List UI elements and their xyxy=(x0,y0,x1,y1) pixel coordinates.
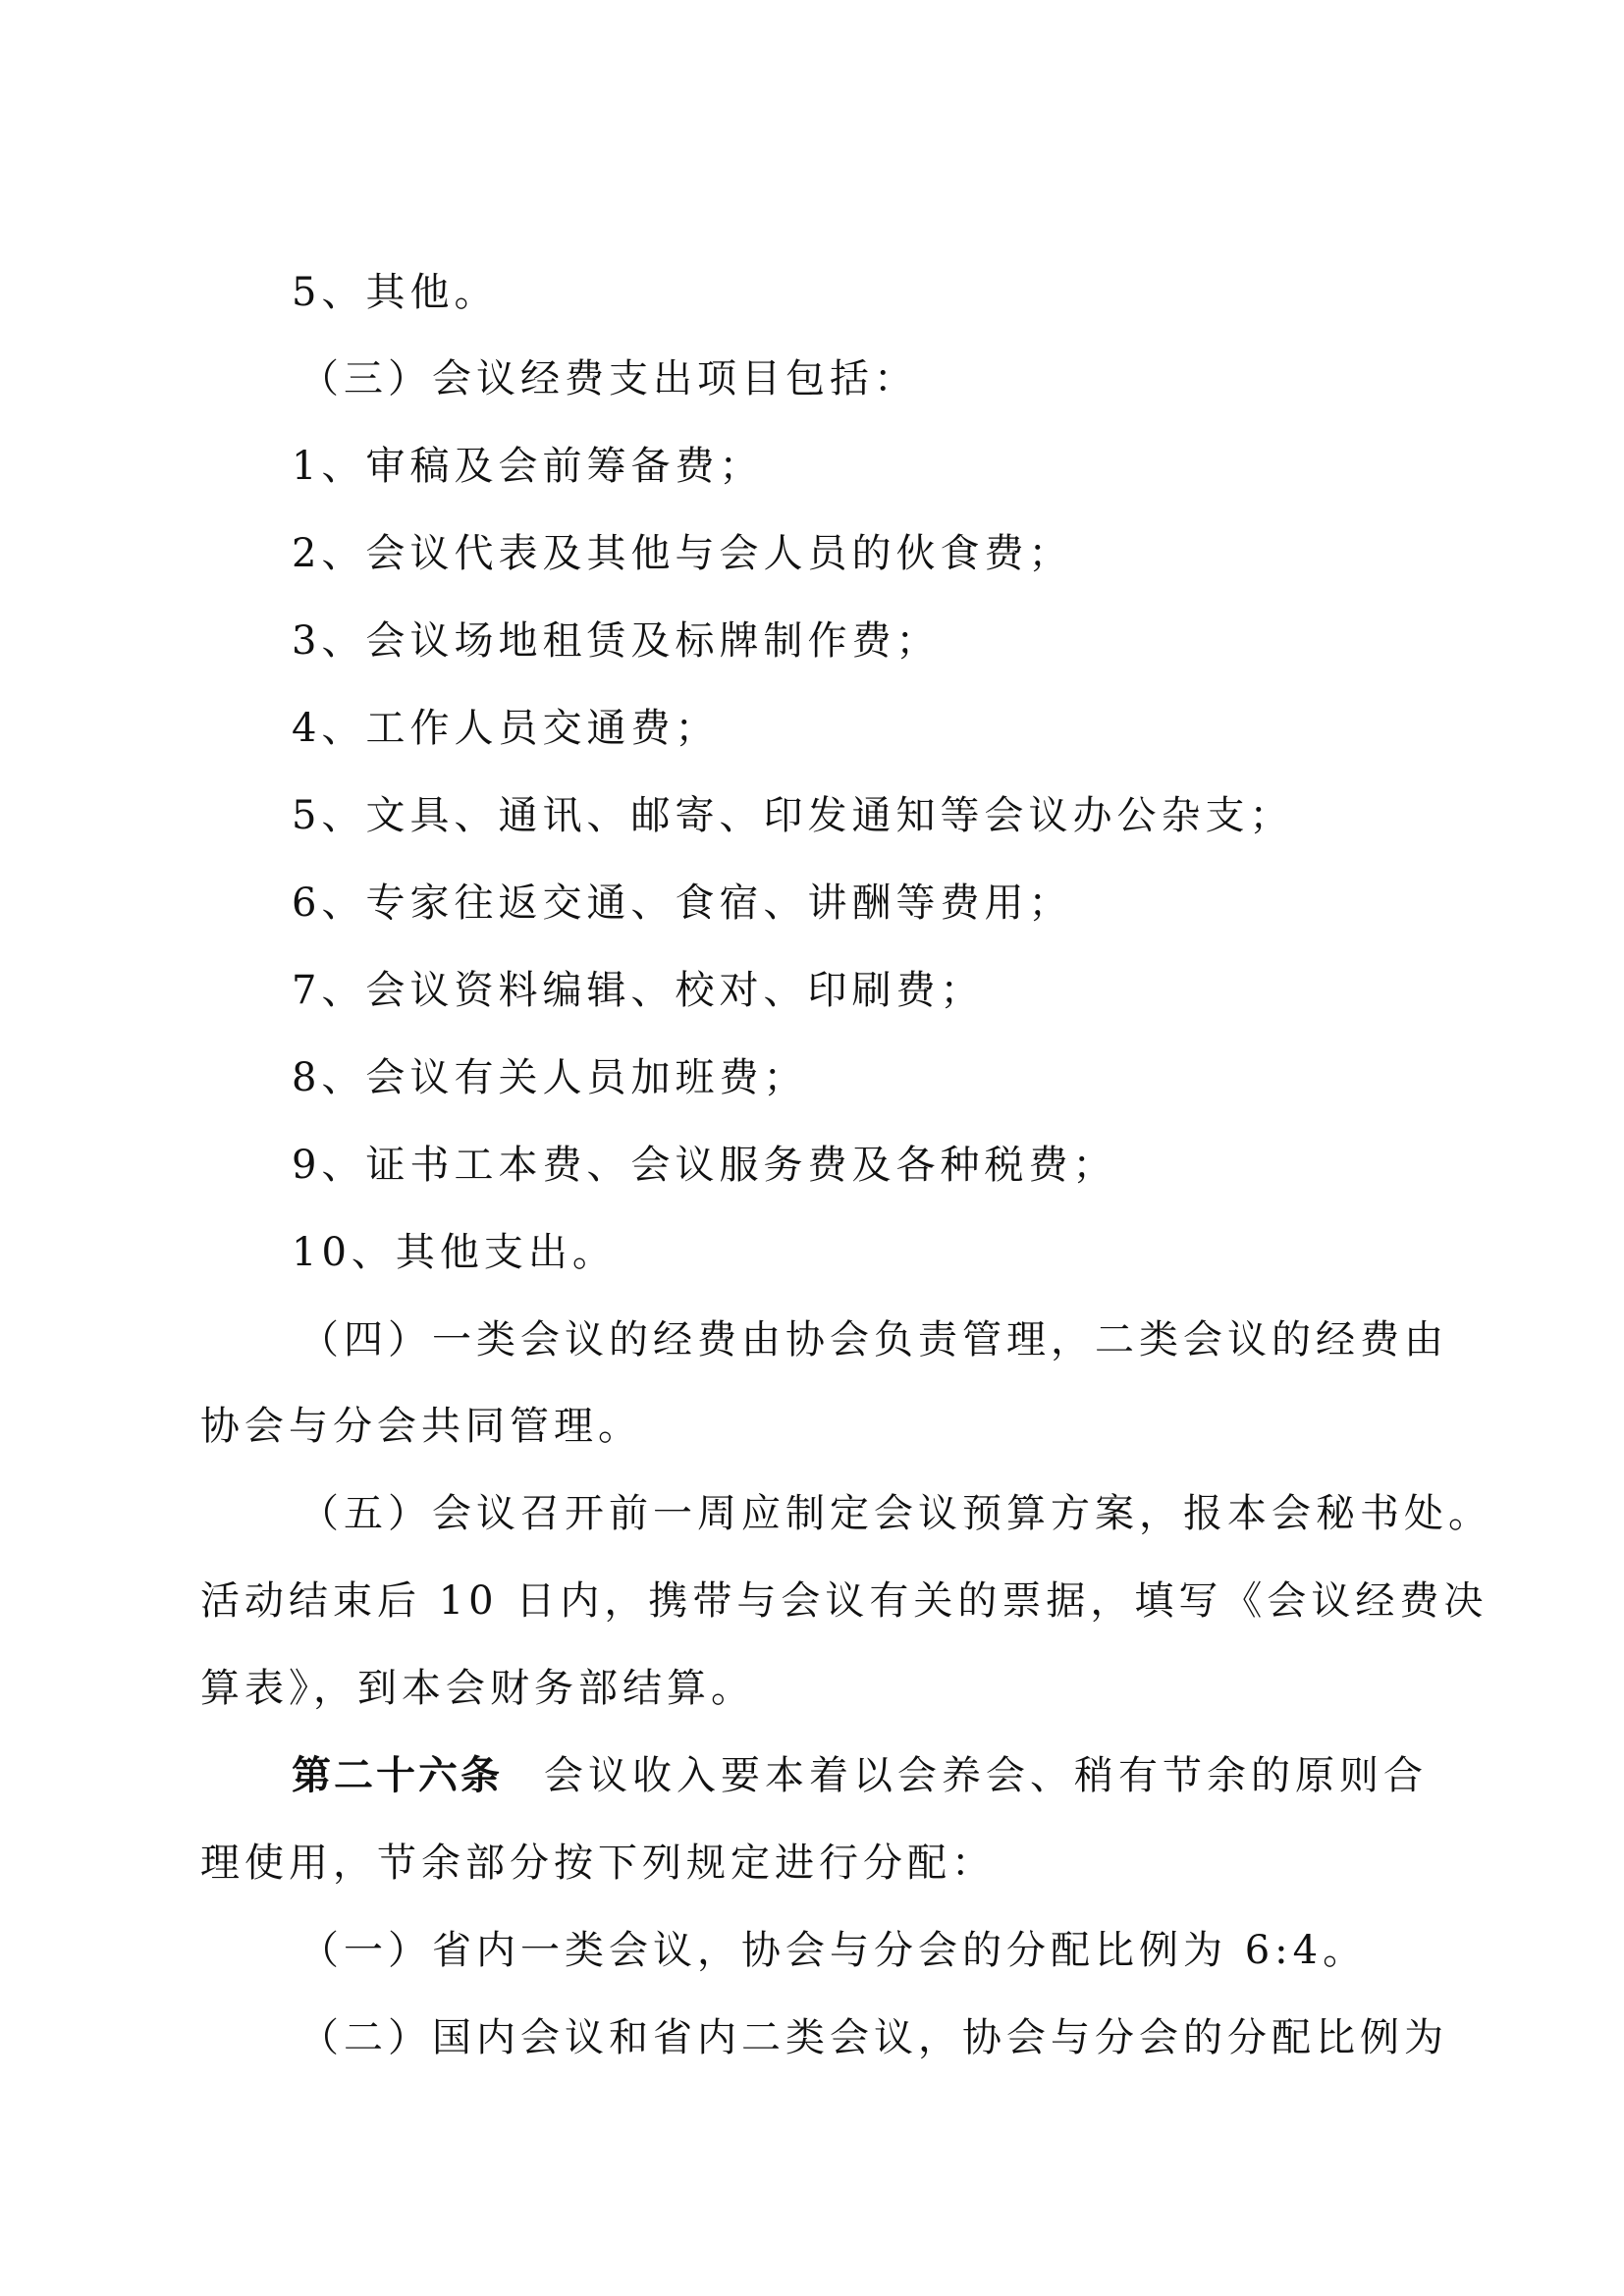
allocation-item-one: （一）省内一类会议，协会与分会的分配比例为 6:4。 xyxy=(299,1928,1368,1973)
article-26-line-2: 理使用，节余部分按下列规定进行分配： xyxy=(200,1841,996,1886)
article-26-line-1 xyxy=(292,1748,1428,1803)
paragraph-five-line-2: 活动结束后 10 日内，携带与会议有关的票据，填写《会议经费决 xyxy=(200,1578,1489,1624)
list-item: 2、会议代表及其他与会人员的伙食费； xyxy=(292,531,1073,576)
paragraph-five-line-1: （五）会议召开前一周应制定会议预算方案，报本会秘书处。 xyxy=(299,1491,1492,1536)
allocation-item-two: （二）国内会议和省内二类会议，协会与分会的分配比例为 xyxy=(299,2015,1448,2060)
list-item: 6、专家往返交通、食宿、讲酬等费用； xyxy=(292,881,1073,926)
list-item-other: 5、其他。 xyxy=(292,270,499,315)
list-item: 1、审稿及会前筹备费； xyxy=(292,444,764,489)
paragraph-four-line-2: 协会与分会共同管理。 xyxy=(200,1404,642,1449)
list-item: 7、会议资料编辑、校对、印刷费； xyxy=(292,968,985,1013)
list-item: 9、证书工本费、会议服务费及各种税费； xyxy=(292,1143,1117,1188)
paragraph-five-line-3: 算表》，到本会财务部结算。 xyxy=(200,1666,755,1711)
article-26-text: 会议收入要本着以会养会、稍有节余的原则合 xyxy=(544,1753,1428,1798)
section-heading-expense-items: （三）会议经费支出项目包括： xyxy=(299,356,918,401)
list-item: 4、工作人员交通费； xyxy=(292,706,720,751)
article-heading: 第二十六条 xyxy=(292,1752,503,1798)
paragraph-four-line-1: （四）一类会议的经费由协会负责管理，二类会议的经费由 xyxy=(299,1317,1448,1362)
list-item: 10、其他支出。 xyxy=(292,1230,617,1275)
list-item: 5、文具、通讯、邮寄、印发通知等会议办公杂支； xyxy=(292,793,1294,838)
list-item: 8、会议有关人员加班费； xyxy=(292,1055,808,1100)
list-item: 3、会议场地租赁及标牌制作费； xyxy=(292,618,941,664)
